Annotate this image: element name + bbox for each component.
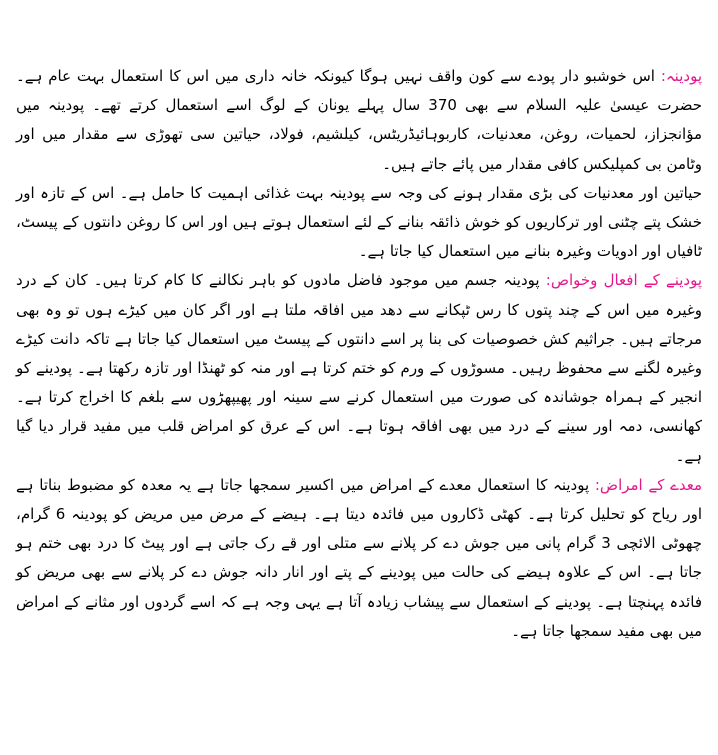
heading-properties: پودینے کے افعال وخواص: — [545, 271, 702, 290]
paragraph-text: اس خوشبو دار پودے سے کون واقف نہیں ہوگا کیونکہ خانہ داری میں اس کا استعمال بہت عام ہے۔ حضرت عیسیٰ علیہ السلام سے بھی 370 سال پہلے یونان کے لوگ اسے استعمال کرتے تھے۔ پودینہ میں مؤانجزاز، لحمیات، روغن، معدنیات، کاربوہائیڈریٹس، کیلشیم، فولاد، حیاتین سی تھوڑی سے مقدار میں اور وٹامن بی کمپلیکس کافی مقدار میں پائے جاتے ہیں۔ — [16, 67, 702, 173]
paragraph-text: حیاتین اور معدنیات کی بڑی مقدار ہونے کی وجہ سے پودینہ بہت غذائی اہمیت کا حامل ہے۔ اس کے تازہ اور خشک پتے چٹنی اور ترکاریوں کو خوش ذائقہ بنانے کے لئے استعمال ہوتے ہیں اور اس کا روغن دانتوں کے پیسٹ، ٹافیاں اور ادویات وغیرہ بنانے میں استعمال کیا جاتا ہے۔ — [16, 183, 702, 261]
paragraph-properties — [16, 266, 702, 470]
paragraph-mint-intro — [16, 62, 702, 179]
paragraph-text: پودینہ جسم میں موجود فاضل مادوں کو باہر نکالنے کا کام کرتا ہیں۔ کان کے درد وغیرہ میں اس کے چند پتوں کا رس ٹپکانے سے دھد میں افاقہ ملتا ہے اور اگر کان میں کیڑے ہوں تو وہ بھی مرجاتے ہیں۔ جراثیم کش خصوصیات کی بنا پر اسے دانتوں کے پیسٹ میں استعمال کیا جاتا ہے تاکہ دانت کیڑے وغیرہ لگنے سے محفوظ رہیں۔ مسوڑوں کے ورم کو ختم کرتا ہے اور منہ کو ٹھنڈا اور تازہ رکھتا ہے۔ پودینے کو انجیر کے ہمراہ جوشاندہ کی صورت میں استعمال کرنے سے سینہ اور پھیپھڑوں سے بلغم کا اخراج کرتا ہے۔ کھانسی، دمہ اور سینے کے درد میں بھی افاقہ ہوتا ہے۔ اس کے عرق کو امراض قلب میں مفید قرار دیا گیا ہے۔ — [16, 271, 702, 465]
paragraph-stomach — [16, 471, 702, 646]
paragraph-nutrition — [16, 179, 702, 267]
paragraph-text: پودینہ کا استعمال معدے کے امراض میں اکسیر سمجھا جاتا ہے یہ معدہ کو مضبوط بناتا ہے اور ریاح کو تحلیل کرتا ہے۔ کھٹی ڈکاروں میں فائدہ دیتا ہے۔ ہیضے کے مرض میں مریض کو پودینہ 6 گرام، چھوٹی الائچی 3 گرام پانی میں جوش دے کر پلانے سے متلی اور قے رک جاتی ہے اور پیٹ کا درد بھی ختم ہو جاتا ہے۔ اس کے علاوہ ہیضے کی حالت میں پودینے کے پتے اور انار دانہ جوش دے کر پلانے سے بھی مریض کو فائدہ پہنچتا ہے۔ پودینے کے استعمال سے پیشاب زیادہ آتا ہے یہی وجہ ہے کہ اسے گردوں اور مثانے کے امراض میں بھی مفید سمجھا جاتا ہے۔ — [16, 475, 703, 640]
heading-mint: پودینہ: — [660, 67, 702, 85]
heading-stomach-diseases: معدے کے امراض: — [594, 475, 703, 494]
